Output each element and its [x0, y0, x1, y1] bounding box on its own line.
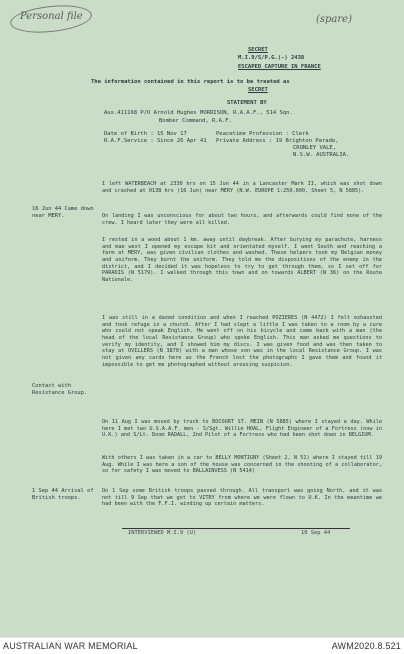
- secrecy-notice: The information contained in this report is to be treated as: [91, 79, 290, 85]
- paragraph-1: I left WATERBEACH at 2330 hrs on 15 Jun 44 in a Lancaster Mark II, which was shot down and crashed at 0138 hrs (16 Jun) near MERY (N.W. EUROPE 1:250,000, Sheet 5, N 5885).: [102, 181, 382, 194]
- margin-note-british-troops: 1 Sep 44 Arrival of British troops.: [32, 488, 94, 501]
- identity-line: Aus.411168 P/O Arnold Hughes MORRISON, R.A.A.F., 514 Sqn.: [104, 110, 293, 116]
- statement-title: STATEMENT BY: [227, 100, 267, 106]
- identity-command: Bomber Command, R.A.F.: [159, 118, 232, 124]
- secrecy-notice-class: SECRET: [248, 87, 268, 93]
- paragraph-2: On landing I was unconscious for about two hours, and afterwards could find none of the crew. I heard later they were all killed.: [102, 213, 382, 226]
- margin-note-resistance: Contact with Resistance Group.: [32, 383, 88, 396]
- paragraph-6: With others I was taken in a car to BELLY MONTIGNY (Sheet 2, N 51) where I stayed till 19 Aug. While I was here a son of the house was concerned in the shooting of a collaborator, so for safety I was moved to BALLAINVESS (N 5414): [102, 455, 382, 475]
- margin-note-came-down: 16 Jun 44 Came down near MERY.: [32, 206, 94, 219]
- raf-service: R.A.F.Service : Since 26 Apr 41: [104, 138, 207, 144]
- private-address-line-3: N.S.W. AUSTRALIA.: [293, 152, 350, 158]
- classification-top: SECRET: [248, 47, 268, 53]
- bottom-stamp-date: 10 Sep 44: [301, 530, 331, 536]
- private-address: Private Address : 19 Brighton Parade,: [216, 138, 339, 144]
- paragraph-4: I was still in a dazed condition and when I reached POZIERES (N 4472) I felt exhausted and took refuge in a church. After I had slept a little I was taken to a room by a cure who could not speak English. He went off on his bicycle and came back with a man (the head of the local Resistance Group) who spoke English. This man asked me questions to verify my identity, and I showed him my discs. I was given food and was then taken to stay at OVILLERS (N 3870) with a man whose son was in the local Resistance Group. I was not given any cards here as the French lost the photographs I gave them and found it impossible to get me photographed without arousing suspicion.: [102, 315, 382, 368]
- report-subtitle: ESCAPED CAPTURE IN FRANCE: [238, 64, 321, 70]
- paragraph-7: On 1 Sep some British troops passed through. All transport was going North, and it was not till 9 Sep that we got to VITRY from where we were flown to U.K. In the meantime we had been with the F.F.I. winding up certain matters.: [102, 488, 382, 508]
- date-of-birth: Date of Birth : 15 Nov 17: [104, 131, 187, 137]
- paragraph-5: On 11 Aug I was moved by truck to BOCOURT ST. MEIN (N 5885) where I stayed a day. While here I met two U.S.A.A.F. men - S/Sgt. Willie HOAL, Flight Engineer of a Fortress (now in U.K.) and S/Lt. Doom RADALL, 2nd Pilot of a Fortress who had been shot down in BELGIUM.: [102, 419, 382, 439]
- private-address-line-2: CRONLEY VALE,: [293, 145, 337, 151]
- footer-institution: AUSTRALIAN WAR MEMORIAL: [3, 641, 138, 651]
- report-reference: M.I.9/S/P.G.(-) 2438: [238, 55, 305, 61]
- bottom-stamp-interviewed: INTERVIEWED M.I.9 (U): [128, 530, 197, 536]
- archive-footer: [0, 637, 404, 654]
- paragraph-3: I rested in a wood about 1 km. away until daybreak. After burying my parachute, harness and mae west I opened my escape kit and orientated myself. I went South and reaching a farm at MERY, was given civilian clothes and washed. These helpers took my Belgian money and uniform. They burnt the uniform. They told me the dispositions of the enemy in the district, and I decided it was hopeless to try to get through them, so I set off for PARADIS (N 5179). I walked through this town and on towards ALBERT (N 36) on the Route Nationale.: [102, 237, 382, 283]
- footer-accession-number: AWM2020.8.521: [331, 641, 401, 651]
- bottom-stamp-rule: [122, 528, 350, 529]
- peacetime-profession: Peacetime Profession : Clerk: [216, 131, 309, 137]
- handwritten-note-spare: (spare): [316, 14, 352, 25]
- handwritten-note-personal-file: Personal file: [20, 11, 83, 22]
